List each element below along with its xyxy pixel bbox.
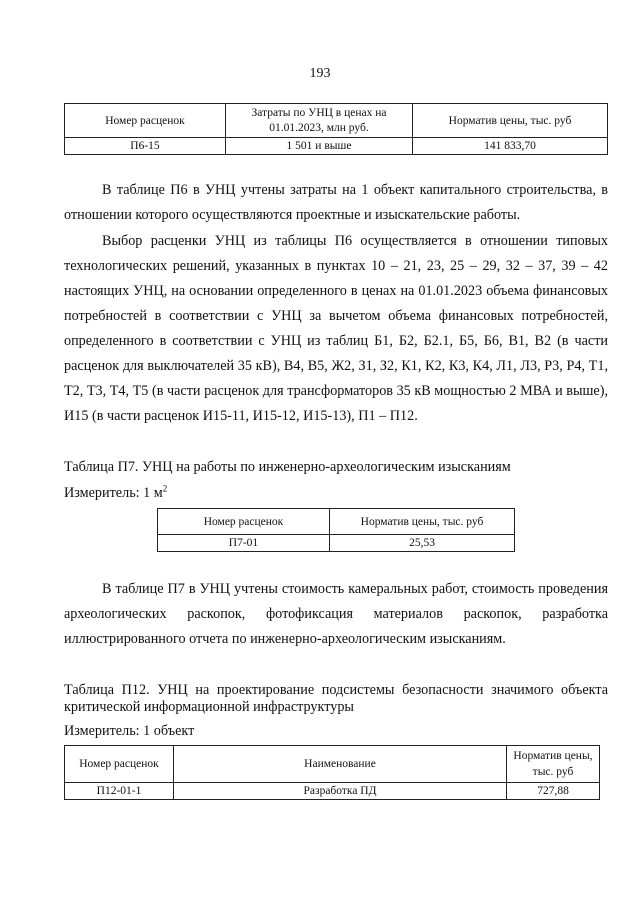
table-p12 [64, 745, 600, 800]
table-row [65, 783, 600, 800]
page-number: 193 [309, 66, 331, 81]
column-header: Номер расценок [65, 104, 226, 138]
column-header: Норматив цены, тыс. руб [507, 746, 600, 783]
table-caption: Таблица П7. УНЦ на работы по инженерно-археологическим изысканиям [64, 459, 511, 475]
measure-superscript: 2 [162, 483, 168, 494]
table-row [158, 535, 515, 552]
paragraph [64, 577, 608, 652]
column-header: Затраты по УНЦ в ценах на 01.01.2023, млн руб. [226, 104, 413, 138]
table-header-row [158, 509, 515, 535]
paragraph-text: Выбор расценки УНЦ из таблицы П6 осуществляется в отношении типовых технологических решений, указанных в пунктах 10 – 21, 23, 25 – 29, 32 – 37, 39 – 42 настоящих УНЦ, на основании определенного в ценах на 01.01.2023 объема финансовых потребностей в соответствии с УНЦ за вычетом объема финансовых потребностей, определенного в соответствии с УНЦ из таблиц Б1, Б2, Б2.1, Б5, Б6, В1, В2 (в части расценок для выключателей 35 кВ), В4, В5, Ж2, З1, З2, К1, К2, К3, К4, Л1, Л3, Р3, Р4, Т1, Т2, Т3, Т4, Т5 (в части расценок для трансформаторов 35 кВ мощностью 2 МВА и выше), И15 (в части расценок И15-11, И15-12, И15-13), П1 – П12. [64, 233, 608, 424]
table-header-row [65, 104, 608, 138]
table-p6 [64, 103, 608, 155]
table-cell: 25,53 [330, 535, 515, 552]
column-header: Наименование [174, 746, 507, 783]
table-caption: Таблица П12. УНЦ на проектирование подсистемы безопасности значимого объекта критической информационной инфраструктуры [64, 682, 608, 715]
table-row [65, 138, 608, 155]
paragraph-text: В таблице П7 в УНЦ учтены стоимость камеральных работ, стоимость проведения археологических раскопок, фотофиксация материалов раскопок, разработка иллюстрированного отчета по инженерно-археологическим изысканиям. [64, 581, 608, 647]
measure-label [64, 485, 167, 502]
measure-label: Измеритель: 1 объект [64, 723, 195, 739]
column-header: Номер расценок [65, 746, 174, 783]
table-cell: П7-01 [158, 535, 330, 552]
table-p7 [157, 508, 515, 552]
table-cell: 1 501 и выше [226, 138, 413, 155]
table-cell: 141 833,70 [413, 138, 608, 155]
table-cell: 727,88 [507, 783, 600, 800]
column-header: Норматив цены, тыс. руб [413, 104, 608, 138]
column-header: Номер расценок [158, 509, 330, 535]
column-header: Норматив цены, тыс. руб [330, 509, 515, 535]
table-cell: Разработка ПД [174, 783, 507, 800]
paragraph [64, 229, 608, 429]
table-header-row [65, 746, 600, 783]
paragraph [64, 178, 608, 228]
paragraph-text: В таблице П6 в УНЦ учтены затраты на 1 объект капитального строительства, в отношении которого осуществляются проектные и изыскательские работы. [64, 182, 608, 223]
measure-text: Измеритель: 1 м [64, 485, 163, 501]
table-cell: П12-01-1 [65, 783, 174, 800]
table-cell: П6-15 [65, 138, 226, 155]
